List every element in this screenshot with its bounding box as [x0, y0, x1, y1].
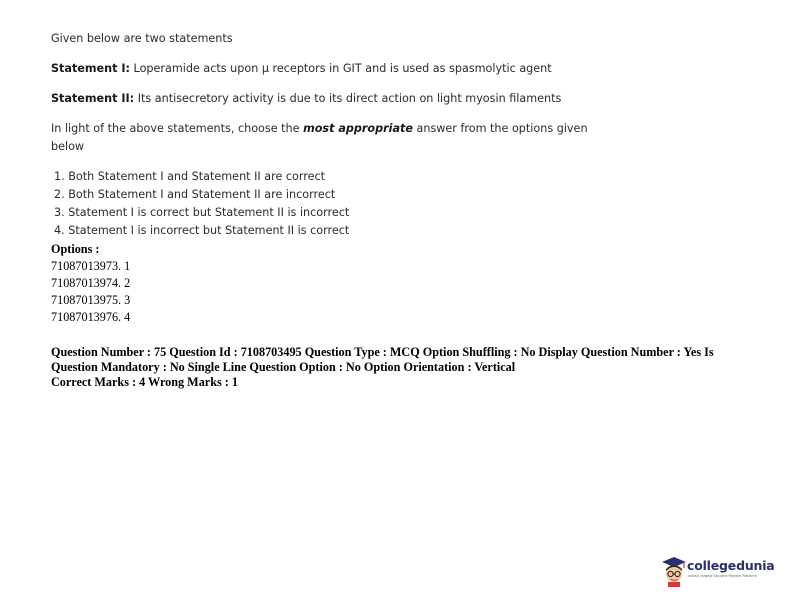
choice-item: 3. Statement I is correct but Statement II is incorrect — [54, 206, 350, 219]
meta-line-3: Correct Marks : 4 Wrong Marks : 1 — [51, 375, 238, 389]
collegedunia-logo — [660, 555, 775, 587]
choice-item: 4. Statement I is incorrect but Statement II is correct — [54, 224, 350, 237]
statement-1-text: Loperamide acts upon μ receptors in GIT and is used as spasmolytic agent — [129, 62, 552, 75]
logo-wordmark: collegedunia — [687, 558, 775, 573]
option-item: 71087013976. 4 — [51, 310, 131, 324]
statement-2-label: Statement II: — [51, 92, 135, 105]
option-item: 71087013975. 3 — [51, 293, 131, 307]
option-item: 71087013973. 1 — [51, 259, 131, 273]
choice-list — [54, 170, 349, 242]
statement-2-text: Its antisecretory activity is due to its direct action on light myosin filaments — [134, 92, 562, 105]
options-heading: Options : — [51, 242, 100, 256]
logo-tagline: India's largest Student Review Platform — [688, 574, 757, 578]
statement-1 — [51, 62, 552, 75]
instruction-line-1 — [51, 122, 588, 135]
instruction-after: answer from the options given — [412, 122, 588, 135]
choice-item: 2. Both Statement I and Statement II are incorrect — [54, 188, 336, 201]
graduate-mascot-icon — [660, 555, 688, 587]
instruction-before: In light of the above statements, choose the — [51, 122, 304, 135]
statement-2 — [51, 92, 561, 105]
intro-text: Given below are two statements — [51, 32, 233, 45]
option-item: 71087013974. 2 — [51, 276, 131, 290]
choice-item: 1. Both Statement I and Statement II are correct — [54, 170, 326, 183]
question-meta — [51, 345, 731, 390]
instruction-emphasis: most appropriate — [303, 122, 413, 135]
meta-line-2: Question Mandatory : No Single Line Question Option : No Option Orientation : Vertical — [51, 360, 516, 374]
statement-1-label: Statement I: — [51, 62, 130, 75]
instruction-line-2: below — [51, 140, 85, 153]
meta-line-1: Question Number : 75 Question Id : 7108703495 Question Type : MCQ Option Shuffling : No Display Question Number : Yes Is — [51, 345, 714, 359]
options-list — [51, 258, 130, 326]
